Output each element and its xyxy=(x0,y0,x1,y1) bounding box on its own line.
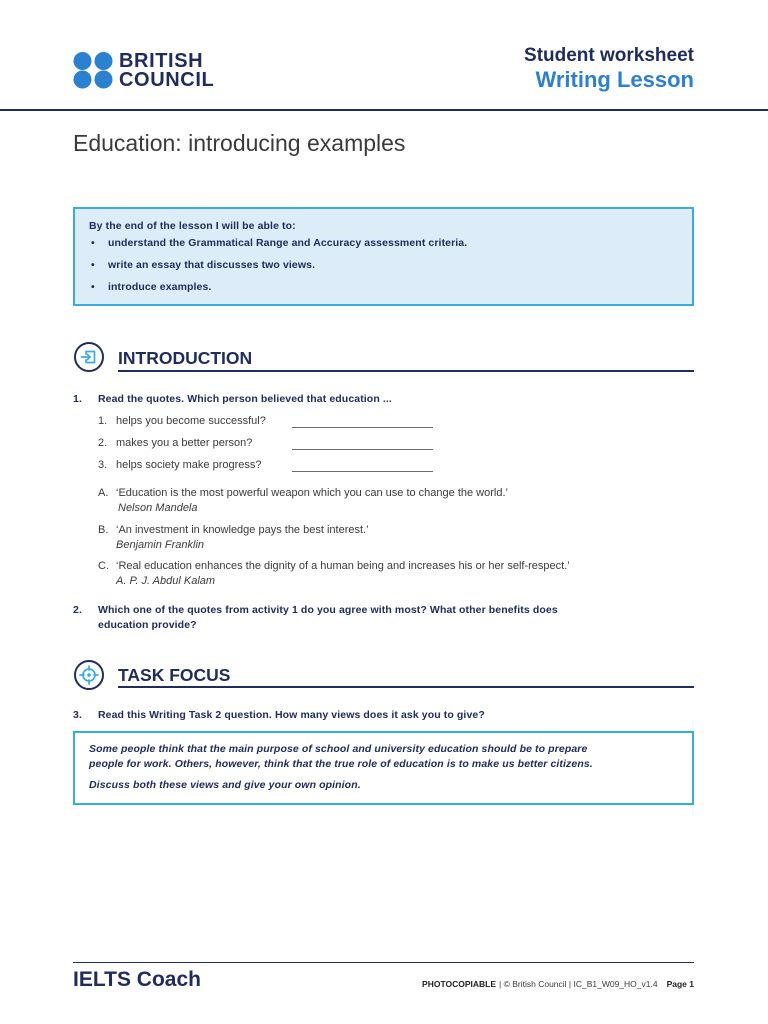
header-rule xyxy=(0,109,768,111)
section-rule xyxy=(118,370,694,372)
footer-meta xyxy=(422,979,694,989)
quote-author: Benjamin Franklin xyxy=(116,539,205,551)
task-question-box xyxy=(73,731,694,805)
section-rule xyxy=(118,686,694,688)
crosshair-target-icon xyxy=(74,660,104,690)
target-center xyxy=(87,673,91,677)
logo-circle xyxy=(95,52,113,70)
bullet: • xyxy=(91,281,95,293)
section-heading-task-focus: TASK FOCUS xyxy=(118,665,231,685)
quote-letter: C. xyxy=(98,560,109,572)
question-prompt-line: education provide? xyxy=(98,619,197,631)
answer-blank-line xyxy=(292,427,433,428)
page-title: Education: introducing examples xyxy=(73,130,406,156)
quote-author: Nelson Mandela xyxy=(118,502,198,514)
question-number: 2. xyxy=(73,604,82,616)
question-prompt: Read the quotes. Which person believed that education ... xyxy=(98,393,392,405)
quote-text: ‘An investment in knowledge pays the best interest.’ xyxy=(116,524,369,536)
statement-text: helps society make progress? xyxy=(116,459,262,471)
logo-text-british: BRITISH xyxy=(119,50,204,72)
lesson-type-label: Writing Lesson xyxy=(535,67,694,92)
copyright-code: | © British Council | IC_B1_W09_HO_v1.4 xyxy=(499,979,658,989)
question-number: 3. xyxy=(73,709,82,721)
question-prompt: Read this Writing Task 2 question. How many views does it ask you to give? xyxy=(98,709,485,721)
objective-item: understand the Grammatical Range and Accuracy assessment criteria. xyxy=(108,237,468,249)
quote-text: ‘Education is the most powerful weapon which you can use to change the world.’ xyxy=(116,487,508,499)
quote-author: A. P. J. Abdul Kalam xyxy=(116,575,216,587)
task-question-line: Some people think that the main purpose of school and university education should be to prepare xyxy=(89,743,588,755)
bullet: • xyxy=(91,237,95,249)
logo-text-council: COUNCIL xyxy=(119,69,215,91)
quote-letter: B. xyxy=(98,524,109,536)
page-number: Page 1 xyxy=(666,979,694,989)
british-council-logo-icon xyxy=(73,52,114,89)
logo-circle xyxy=(95,71,113,89)
question-number: 1. xyxy=(73,393,82,405)
answer-blank-line xyxy=(292,471,433,472)
task-question-line: people for work. Others, however, think that the true role of education is to make us better citizens. xyxy=(89,758,593,770)
statement-number: 3. xyxy=(98,459,108,471)
logo-circle xyxy=(74,71,92,89)
bullet: • xyxy=(91,259,95,271)
section-heading-introduction: INTRODUCTION xyxy=(118,348,253,368)
photocopiable-label: PHOTOCOPIABLE xyxy=(422,979,497,989)
statement-text: helps you become successful? xyxy=(116,415,266,427)
objective-item: introduce examples. xyxy=(108,281,212,293)
logo-circle xyxy=(74,52,92,70)
task-instruction: Discuss both these views and give your own opinion. xyxy=(89,779,361,791)
answer-blank-line xyxy=(292,449,433,450)
statement-text: makes you a better person? xyxy=(116,437,253,449)
worksheet-type-label: Student worksheet xyxy=(524,45,694,66)
statement-number: 2. xyxy=(98,437,108,449)
enter-arrow-icon xyxy=(74,342,104,372)
statement-number: 1. xyxy=(98,415,108,427)
footer-rule xyxy=(73,962,694,963)
objective-item: write an essay that discusses two views. xyxy=(108,259,316,271)
quote-text: ‘Real education enhances the dignity of a human being and increases his or her self-respect.’ xyxy=(116,560,570,572)
objectives-box xyxy=(73,207,694,306)
quote-letter: A. xyxy=(98,487,109,499)
question-prompt-line: Which one of the quotes from activity 1 do you agree with most? What other benefits does xyxy=(98,604,558,616)
footer-brand: IELTS Coach xyxy=(73,968,201,991)
objectives-intro: By the end of the lesson I will be able to: xyxy=(89,220,296,232)
